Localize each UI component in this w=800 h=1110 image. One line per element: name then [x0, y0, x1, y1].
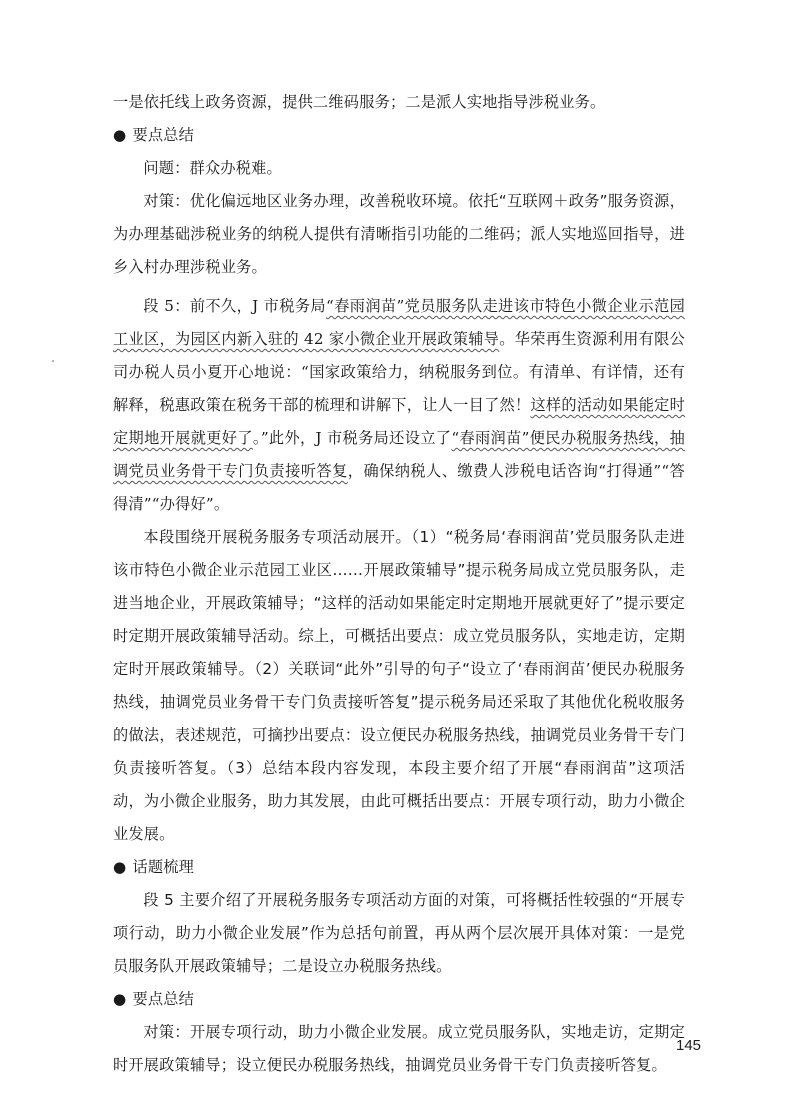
key-points-heading-2 [113, 983, 685, 1016]
analysis-paragraph: 本段围绕开展税务服务专项活动展开。（1）“税务局‘春雨润苗’党员服务队走进该市特色小微企业示范园工业区……开展政策辅导”提示税务局成立党员服务队，走进当地企业，开展政策辅导；“这样的活动如果能定时定期地开展就更好了”提示要定时定期开展政策辅导活动。综上，可概括出要点：成立党员服务队，实地走访，定期定时开展政策辅导。（2）关联词“此外”引导的句子“设立了‘春雨润苗’便民办税服务热线，抽调党员业务骨干专门负责接听答复”提示税务局还采取了其他优化税收服务的做法，表述规范，可摘抄出要点：设立便民办税服务热线，抽调党员业务骨干专门负责接听答复。（3）总结本段内容发现，本段主要介绍了开展“春雨润苗”这项活动，为小微企业服务，助力其发展，由此可概括出要点：开展专项行动，助力小微企业发展。 [113, 528, 685, 843]
para5-underlined-1: “春雨润苗”党员服务队走进该市特色小微企业示范园工业区，为园区内新入驻的 42 家小微企业开展政策辅导 [113, 297, 685, 348]
scan-speck [52, 360, 54, 362]
key-points-heading-1 [113, 119, 685, 152]
para5-underlined-3: “春雨润苗”便民办税服务热线，抽调党员业务骨干专门负责接听答复 [113, 429, 685, 480]
para5-underlined-2: 这样的活动如果能定时定期地开展就更好了 [113, 396, 686, 447]
para5-lead: 段 5：前不久，J 市税务局 [143, 297, 327, 315]
page-body [113, 86, 685, 1082]
topic-heading-text: 话题梳理 [132, 858, 195, 876]
para5-transition: 。”此外，J 市税务局还设立了 [252, 429, 452, 447]
para5-ending: ，确保纳税人、缴费人涉税电话咨询“打得通”“答得清”“办得好”。 [113, 462, 685, 513]
topic-paragraph: 段 5 主要介绍了开展税务服务专项活动方面的对策，可将概括性较强的“开展专项行动，助力小微企业发展”作为总括句前置，再从两个层次展开具体对策：一是党员服务队开展政策辅导；二是设立办税服务热线。 [113, 891, 685, 975]
page-number: 145 [676, 1037, 702, 1054]
key-points-heading-1-text: 要点总结 [132, 126, 195, 144]
solution-paragraph-2: 对策：开展专项行动，助力小微企业发展。成立党员服务队，实地走访，定期定时开展政策辅导；设立便民办税服务热线，抽调党员业务骨干专门负责接听答复。 [113, 1023, 685, 1074]
bullet-icon: ● [113, 990, 127, 1008]
source-paragraph-5 [113, 290, 685, 521]
topic-heading [113, 851, 685, 884]
bullet-icon: ● [113, 126, 127, 144]
bullet-icon: ● [113, 858, 127, 876]
continued-line: 一是依托线上政务资源，提供二维码服务；二是派人实地指导涉税业务。 [113, 93, 606, 111]
solution-paragraph-1: 对策：优化偏远地区业务办理，改善税收环境。依托“互联网＋政务”服务资源，为办理基础涉税业务的纳税人提供有清晰指引功能的二维码；派人实地巡回指导，进乡入村办理涉税业务。 [113, 192, 685, 276]
para5-quote: 。华荣再生资源利用有限公司办税人员小夏开心地说：“国家政策给力，纳税服务到位。有清单、有详情，还有解释，税惠政策在税务干部的梳理和讲解下，让人一目了然！ [113, 330, 685, 414]
key-points-heading-2-text: 要点总结 [132, 990, 195, 1008]
problem-line: 问题：群众办税难。 [143, 159, 282, 177]
